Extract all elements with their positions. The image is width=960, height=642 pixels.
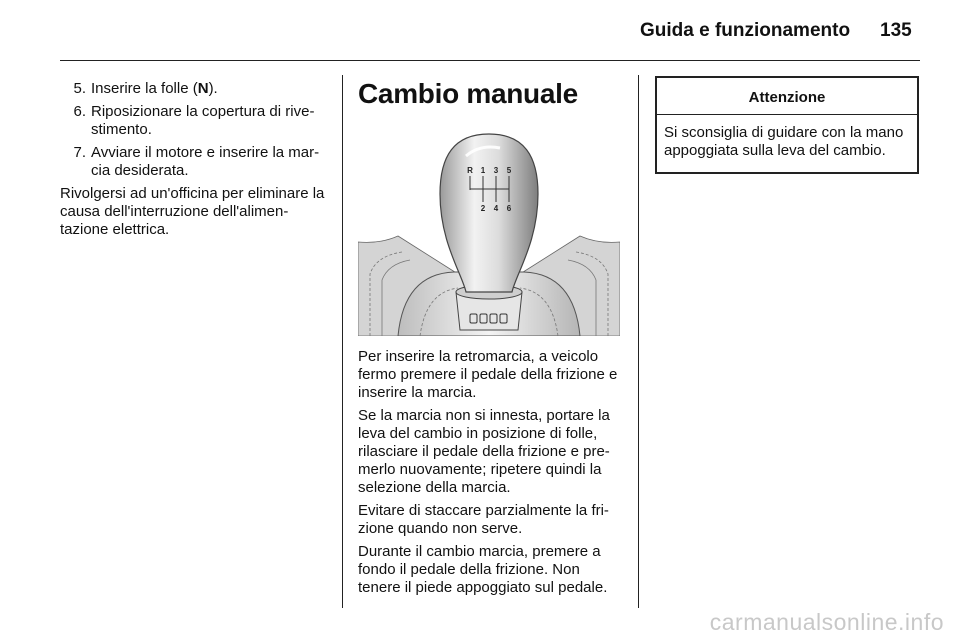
- section-title: Cambio manuale: [358, 78, 578, 109]
- knob-label-gear-6: 6: [506, 204, 512, 213]
- step-number: 5.: [73, 80, 86, 97]
- step-number: 6.: [73, 103, 86, 120]
- watermark: carmanualsonline.info: [709, 609, 944, 635]
- instruction-paragraph: Rivolgersi ad un'officina per eliminare la causa dell'interruzione dell'alimen-tazione elettrica.: [60, 185, 325, 238]
- step-5: [60, 80, 330, 98]
- header-divider: [60, 60, 920, 61]
- body-paragraph-clutch-slip: Evitare di staccare parzialmente la fri-zione quando non serve.: [358, 502, 609, 537]
- right-column: [655, 76, 920, 174]
- step-number: 7.: [73, 144, 86, 161]
- column-divider-left: [342, 75, 343, 608]
- knob-label-gear-2: 2: [480, 204, 486, 213]
- step-text: Avviare il motore e inserire la mar-cia desiderata.: [91, 144, 320, 179]
- knob-label-gear-4: 4: [493, 204, 499, 213]
- left-column: [60, 80, 330, 239]
- body-paragraph-clutch-press: Durante il cambio marcia, premere a fondo il pedale della frizione. Non tenere il piede appoggiato sul pedale.: [358, 543, 608, 596]
- body-paragraph-reverse: Per inserire la retromarcia, a veicolo fermo premere il pedale della frizione e inserire la marcia.: [358, 348, 618, 401]
- middle-column: [358, 78, 623, 602]
- section-header-title: Guida e funzionamento: [640, 20, 851, 41]
- warning-title: Attenzione: [657, 78, 917, 115]
- gear-knob-illustration: [358, 124, 620, 336]
- warning-box: [655, 76, 919, 174]
- knob-label-gear-1: 1: [480, 166, 486, 175]
- step-text: Inserire la folle (N).: [91, 80, 218, 97]
- knob-label-gear-5: 5: [506, 166, 512, 175]
- column-divider-right: [638, 75, 639, 608]
- knob-label-reverse: R: [467, 166, 473, 175]
- step-7: [60, 144, 330, 180]
- neutral-gear-symbol: N: [197, 80, 209, 97]
- step-text: Riposizionare la copertura di rive-stimento.: [91, 103, 315, 138]
- page-number: 135: [880, 20, 912, 41]
- body-paragraph-gear-engage: Se la marcia non si innesta, portare la leva del cambio in posizione di folle, rilasciare il pedale della frizione e pre-merlo nuovamente; ripetere quindi la selezione della marcia.: [358, 407, 610, 496]
- step-6: [60, 103, 330, 139]
- warning-text: Si sconsiglia di guidare con la mano appoggiata sulla leva del cambio.: [664, 124, 904, 159]
- knob-label-gear-3: 3: [493, 166, 499, 175]
